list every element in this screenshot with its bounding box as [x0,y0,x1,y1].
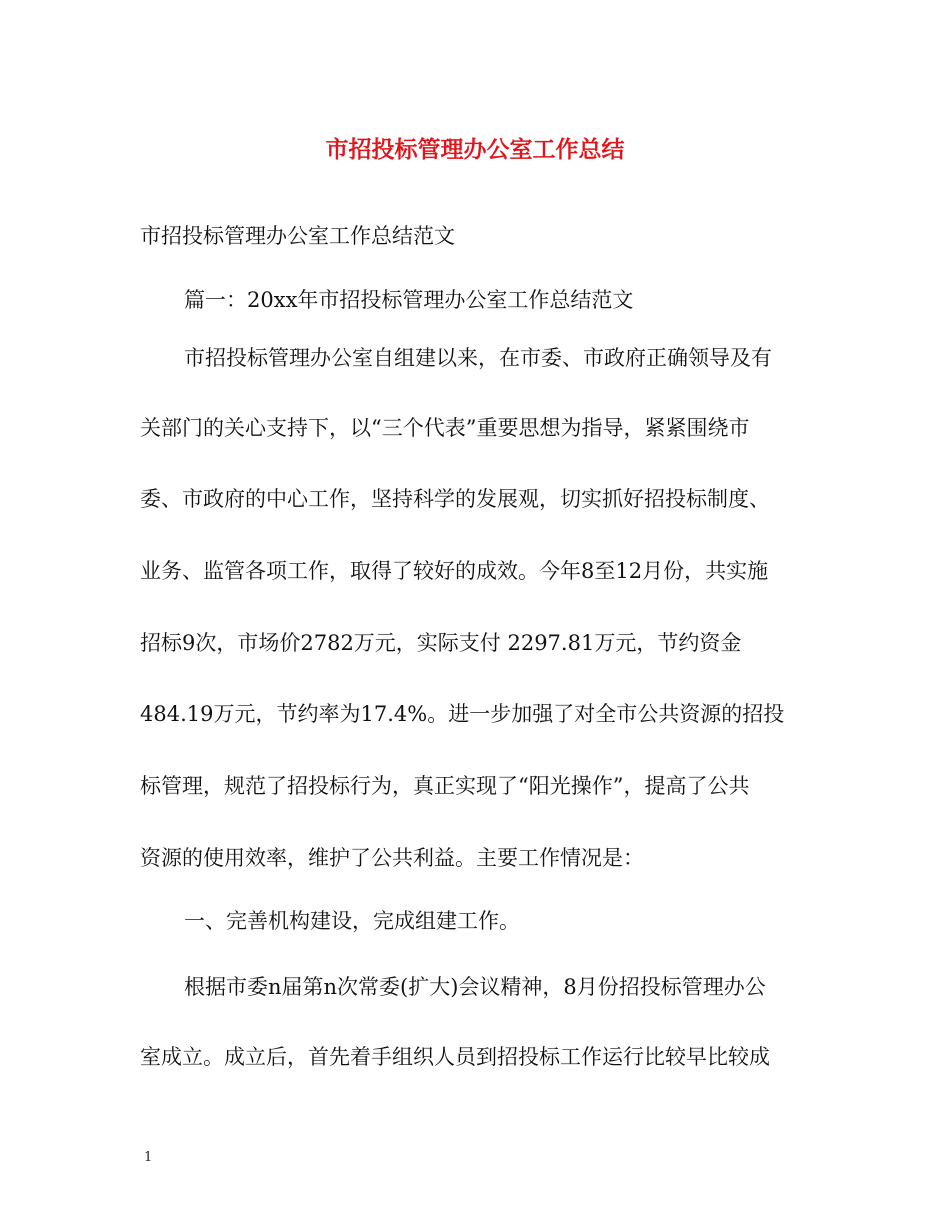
text-line: 篇一：20xx年市招投标管理办公室工作总结范文 [184,288,634,312]
section-heading: 一、完善机构建设，完成组建工作。 [184,909,520,933]
text-line: 市招投标管理办公室自组建以来，在市委、市政府正确领导及有 [184,346,772,370]
document-subtitle: 市招投标管理办公室工作总结范文 [140,224,455,248]
text-line: 标管理，规范了招投标行为，真正实现了“阳光操作”，提高了公共 [140,774,750,798]
text-line: 业务、监管各项工作，取得了较好的成效。今年8至12月份，共实施 [140,559,769,583]
text-line: 关部门的关心支持下，以“三个代表”重要思想为指导，紧紧围绕市 [140,416,750,440]
text-line: 资源的使用效率，维护了公共利益。主要工作情况是： [140,846,644,870]
text-line: 根据市委n届第n次常委(扩大)会议精神，8月份招投标管理办公 [184,975,766,999]
page-number: 1 [144,1150,153,1165]
text-line: 室成立。成立后，首先着手组织人员到招投标工作运行比较早比较成 [140,1045,770,1069]
document-title: 市招投标管理办公室工作总结 [325,136,625,163]
text-line: 484.19万元，节约率为17.4%。进一步加强了对全市公共资源的招投 [140,702,785,726]
text-line: 招标9次，市场价2782万元，实际支付 2297.81万元，节约资金 [140,631,742,655]
text-line: 委、市政府的中心工作，坚持科学的发展观，切实抓好招投标制度、 [140,487,770,511]
